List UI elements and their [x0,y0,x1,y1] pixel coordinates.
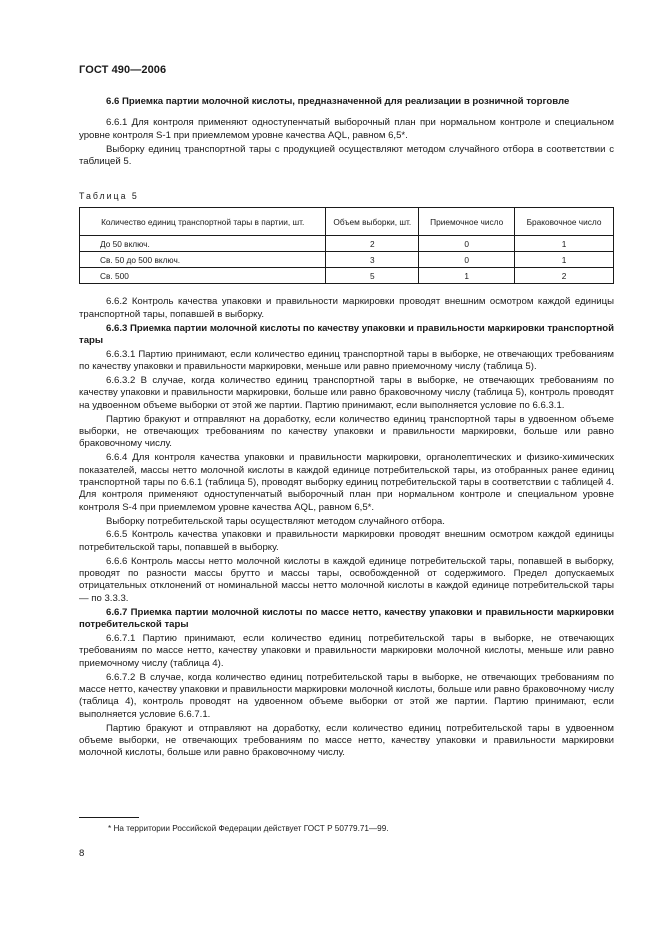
cell-rejection-number: 1 [515,236,614,252]
header-acceptance-number: Приемочное число [419,208,515,236]
paragraph-6-6-7-1: 6.6.7.1 Партию принимают, если количество единиц потребительской тары в выборке, не отвечающих требованиям по массе нетто, качеству упаковки и правильности маркировки молочной кислоты, меньше или равно приемочному числу (таблица 4). [79,632,614,669]
paragraph-6-6-7-2: 6.6.7.2 В случае, когда количество единиц потребительской тары в выборке, не отвечающих требованиям по массе нетто, качеству упаковки и правильности маркировки молочной кислоты, больше или равно браковочному числу (таблица 4), контроль проводят на удвоенном объеме выборки от этой же партии. Партию принимают, если выполняется условие 6.6.7.1. [79,671,614,720]
paragraph-reject-consumer: Партию бракуют и отправляют на доработку, если количество единиц потребительской тары в удвоенном объеме выборки, не отвечающих требованиям по массе нетто, качеству упаковки и правильности маркировки молочной кислоты, больше или равно браковочному числу. [79,722,614,759]
cell-sample-size: 3 [326,252,419,268]
cell-acceptance-number: 1 [419,268,515,284]
footnote-divider [79,817,139,818]
page-number: 8 [79,848,85,859]
table-row [80,252,614,268]
paragraph-6-6-5: 6.6.5 Контроль качества упаковки и правильности маркировки проводят внешним осмотром каждой единицы потребительской тары, попавшей в выборку. [79,529,614,553]
cell-lot-size: Св. 50 до 500 включ. [80,252,326,268]
paragraph-6-6-3-1: 6.6.3.1 Партию принимают, если количество единиц транспортной тары в выборке, не отвечающих требованиям по качеству упаковки и правильности маркировки, меньше или равно приемочному числу (таблица 5). [79,348,614,373]
paragraph-random-sampling: Выборку потребительской тары осуществляют методом случайного отбора. [106,515,445,527]
cell-lot-size: Св. 500 [80,268,326,284]
cell-rejection-number: 2 [515,268,614,284]
paragraph-6-6-1: 6.6.1 Для контроля применяют одноступенчатый выборочный план при нормальном контроле и специальном уровне контроля S-1 при приемлемом уровне качества AQL, равном 6,5*. [79,117,614,141]
paragraph-sampling: Выборку единиц транспортной тары с продукцией осуществляют методом случайного отбора в соответствии с таблицей 5. [79,143,614,168]
cell-rejection-number: 1 [515,252,614,268]
section-6-6-title: 6.6 Приемка партии молочной кислоты, предназначенной для реализации в розничной торговле [106,96,570,107]
table-header-row [80,208,614,236]
footnote: * На территории Российской Федерации действует ГОСТ Р 50779.71—99. [108,824,389,833]
standard-header: ГОСТ 490—2006 [79,64,167,76]
paragraph-6-6-2: 6.6.2 Контроль качества упаковки и правильности маркировки проводят внешним осмотром каждой единицы транспортной тары, попавшей в выборку. [79,296,614,320]
section-6-6-7-title: 6.6.7 Приемка партии молочной кислоты по массе нетто, качеству упаковки и правильности маркировки потребительской тары [79,606,614,631]
header-rejection-number: Браковочное число [515,208,614,236]
table-row [80,236,614,252]
paragraph-reject-transport: Партию бракуют и отправляют на доработку, если количество единиц транспортной тары в удвоенном объеме выборки, не отвечающих требованиям по качеству упаковки и правильности маркировки, больше или равно браковочному числу. [79,413,614,450]
header-sample-size: Объем выборки, шт. [326,208,419,236]
table-caption: Таблица 5 [79,191,139,202]
cell-sample-size: 5 [326,268,419,284]
cell-lot-size: До 50 включ. [80,236,326,252]
section-6-6-3-title: 6.6.3 Приемка партии молочной кислоты по качеству упаковки и правильности маркировки транспортной тары [79,322,614,347]
paragraph-6-6-3-2: 6.6.3.2 В случае, когда количество единиц транспортной тары в выборке, не отвечающих требованиям по качеству упаковки и правильности маркировки, больше или равно браковочному числу (таблица 5), контроль проводят на удвоенном объеме выборки от этой же партии. Партию принимают, если выполняется условие по 6.6.3.1. [79,375,614,411]
paragraph-6-6-4: 6.6.4 Для контроля качества упаковки и правильности маркировки, органолептических и физико-химических показателей, массы нетто молочной кислоты в каждой единице потребительской тары, из отобранных ранее единиц транспортной тары по 6.6.1 (таблица 5), проводят выборку единиц потребительской тары в соответствии с таблицей 4. Для контроля применяют одноступенчатый выборочный план при нормальном контроле и специальном уровне контроля S-4 при приемлемом уровне качества AQL, равном 6,5*. [79,452,614,513]
cell-acceptance-number: 0 [419,252,515,268]
sampling-table [79,207,614,284]
paragraph-6-6-6: 6.6.6 Контроль массы нетто молочной кислоты в каждой единице потребительской тары, попавшей в выборку, проводят по разности массы брутто и массы тары, освобожденной от содержимого. Предел допускаемых отрицательных отклонений от номинальной массы нетто молочной кислоты в каждой единице потребительской тары — по 3.3.3. [79,555,614,604]
cell-acceptance-number: 0 [419,236,515,252]
header-lot-size: Количество единиц транспортной тары в партии, шт. [80,208,326,236]
document-page [79,64,614,760]
cell-sample-size: 2 [326,236,419,252]
table-row [80,268,614,284]
